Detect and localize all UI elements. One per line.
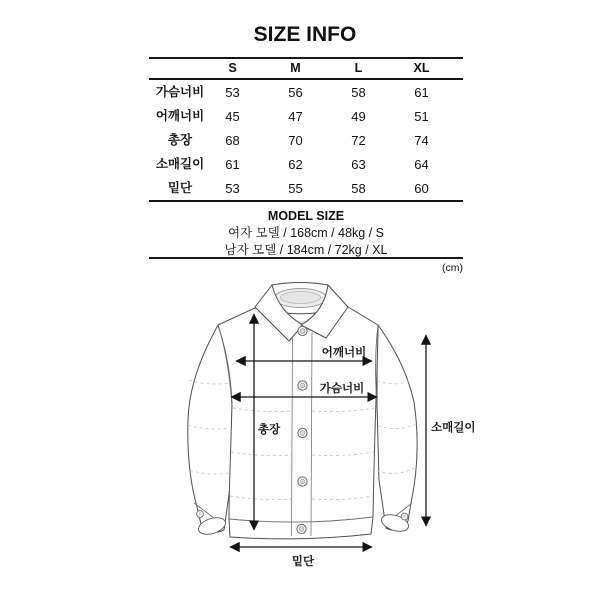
- cell-value: 72: [351, 132, 366, 148]
- cell-value: 53: [225, 84, 240, 100]
- model-size-section: [149, 202, 463, 259]
- unit-label: (cm): [442, 262, 463, 274]
- model-size-female: 여자 모델 / 168cm / 48kg / S: [228, 226, 384, 240]
- jacket-measurement-diagram: [125, 274, 475, 576]
- cell-value: 61: [414, 84, 429, 100]
- model-size-heading: MODEL SIZE: [267, 209, 345, 223]
- row-label: 가슴너비: [155, 84, 205, 99]
- table-row-hem: [149, 176, 463, 200]
- cell-value: 64: [414, 156, 429, 172]
- row-label: 총장: [167, 132, 193, 147]
- page-title: SIZE INFO: [253, 23, 357, 46]
- table-row-length: [149, 128, 463, 152]
- cell-value: 51: [414, 108, 429, 124]
- hem-width-label: 밑단: [291, 556, 315, 568]
- table-row-chest: [149, 80, 463, 104]
- cell-value: 68: [225, 132, 240, 148]
- cell-value: 62: [288, 156, 303, 172]
- model-size-male: 남자 모델 / 184cm / 72kg / XL: [224, 243, 388, 257]
- size-table-body: [149, 80, 463, 202]
- cell-value: 74: [414, 132, 429, 148]
- jacket-body: [218, 307, 378, 539]
- size-table-header-row: [149, 59, 463, 80]
- cell-value: 61: [225, 156, 240, 172]
- size-column-header: S: [228, 61, 237, 76]
- cell-value: 60: [414, 180, 429, 196]
- cell-value: 49: [351, 108, 366, 124]
- total-length-label: 총장: [258, 424, 281, 436]
- cell-value: 53: [225, 180, 240, 196]
- cell-value: 63: [351, 156, 366, 172]
- table-row-shoulder: [149, 104, 463, 128]
- size-table: [149, 57, 463, 202]
- cell-value: 56: [288, 84, 303, 100]
- cell-value: 45: [225, 108, 240, 124]
- jacket-right-sleeve: [377, 325, 417, 530]
- size-column-header: M: [290, 61, 301, 76]
- cell-value: 70: [288, 132, 303, 148]
- row-label: 소매길이: [155, 156, 205, 171]
- table-row-sleeve: [149, 152, 463, 176]
- sleeve-length-label: 소매길이: [431, 422, 475, 434]
- cell-value: 58: [351, 84, 366, 100]
- cell-value: 47: [288, 108, 303, 124]
- row-label: 밑단: [167, 180, 193, 195]
- size-column-header: XL: [413, 61, 430, 76]
- cell-value: 55: [288, 180, 303, 196]
- shoulder-width-label: 어깨너비: [321, 347, 367, 359]
- chest-width-label: 가슴너비: [319, 383, 365, 395]
- row-label: 어깨너비: [155, 108, 205, 123]
- size-column-header: L: [354, 61, 363, 76]
- cell-value: 58: [351, 180, 366, 196]
